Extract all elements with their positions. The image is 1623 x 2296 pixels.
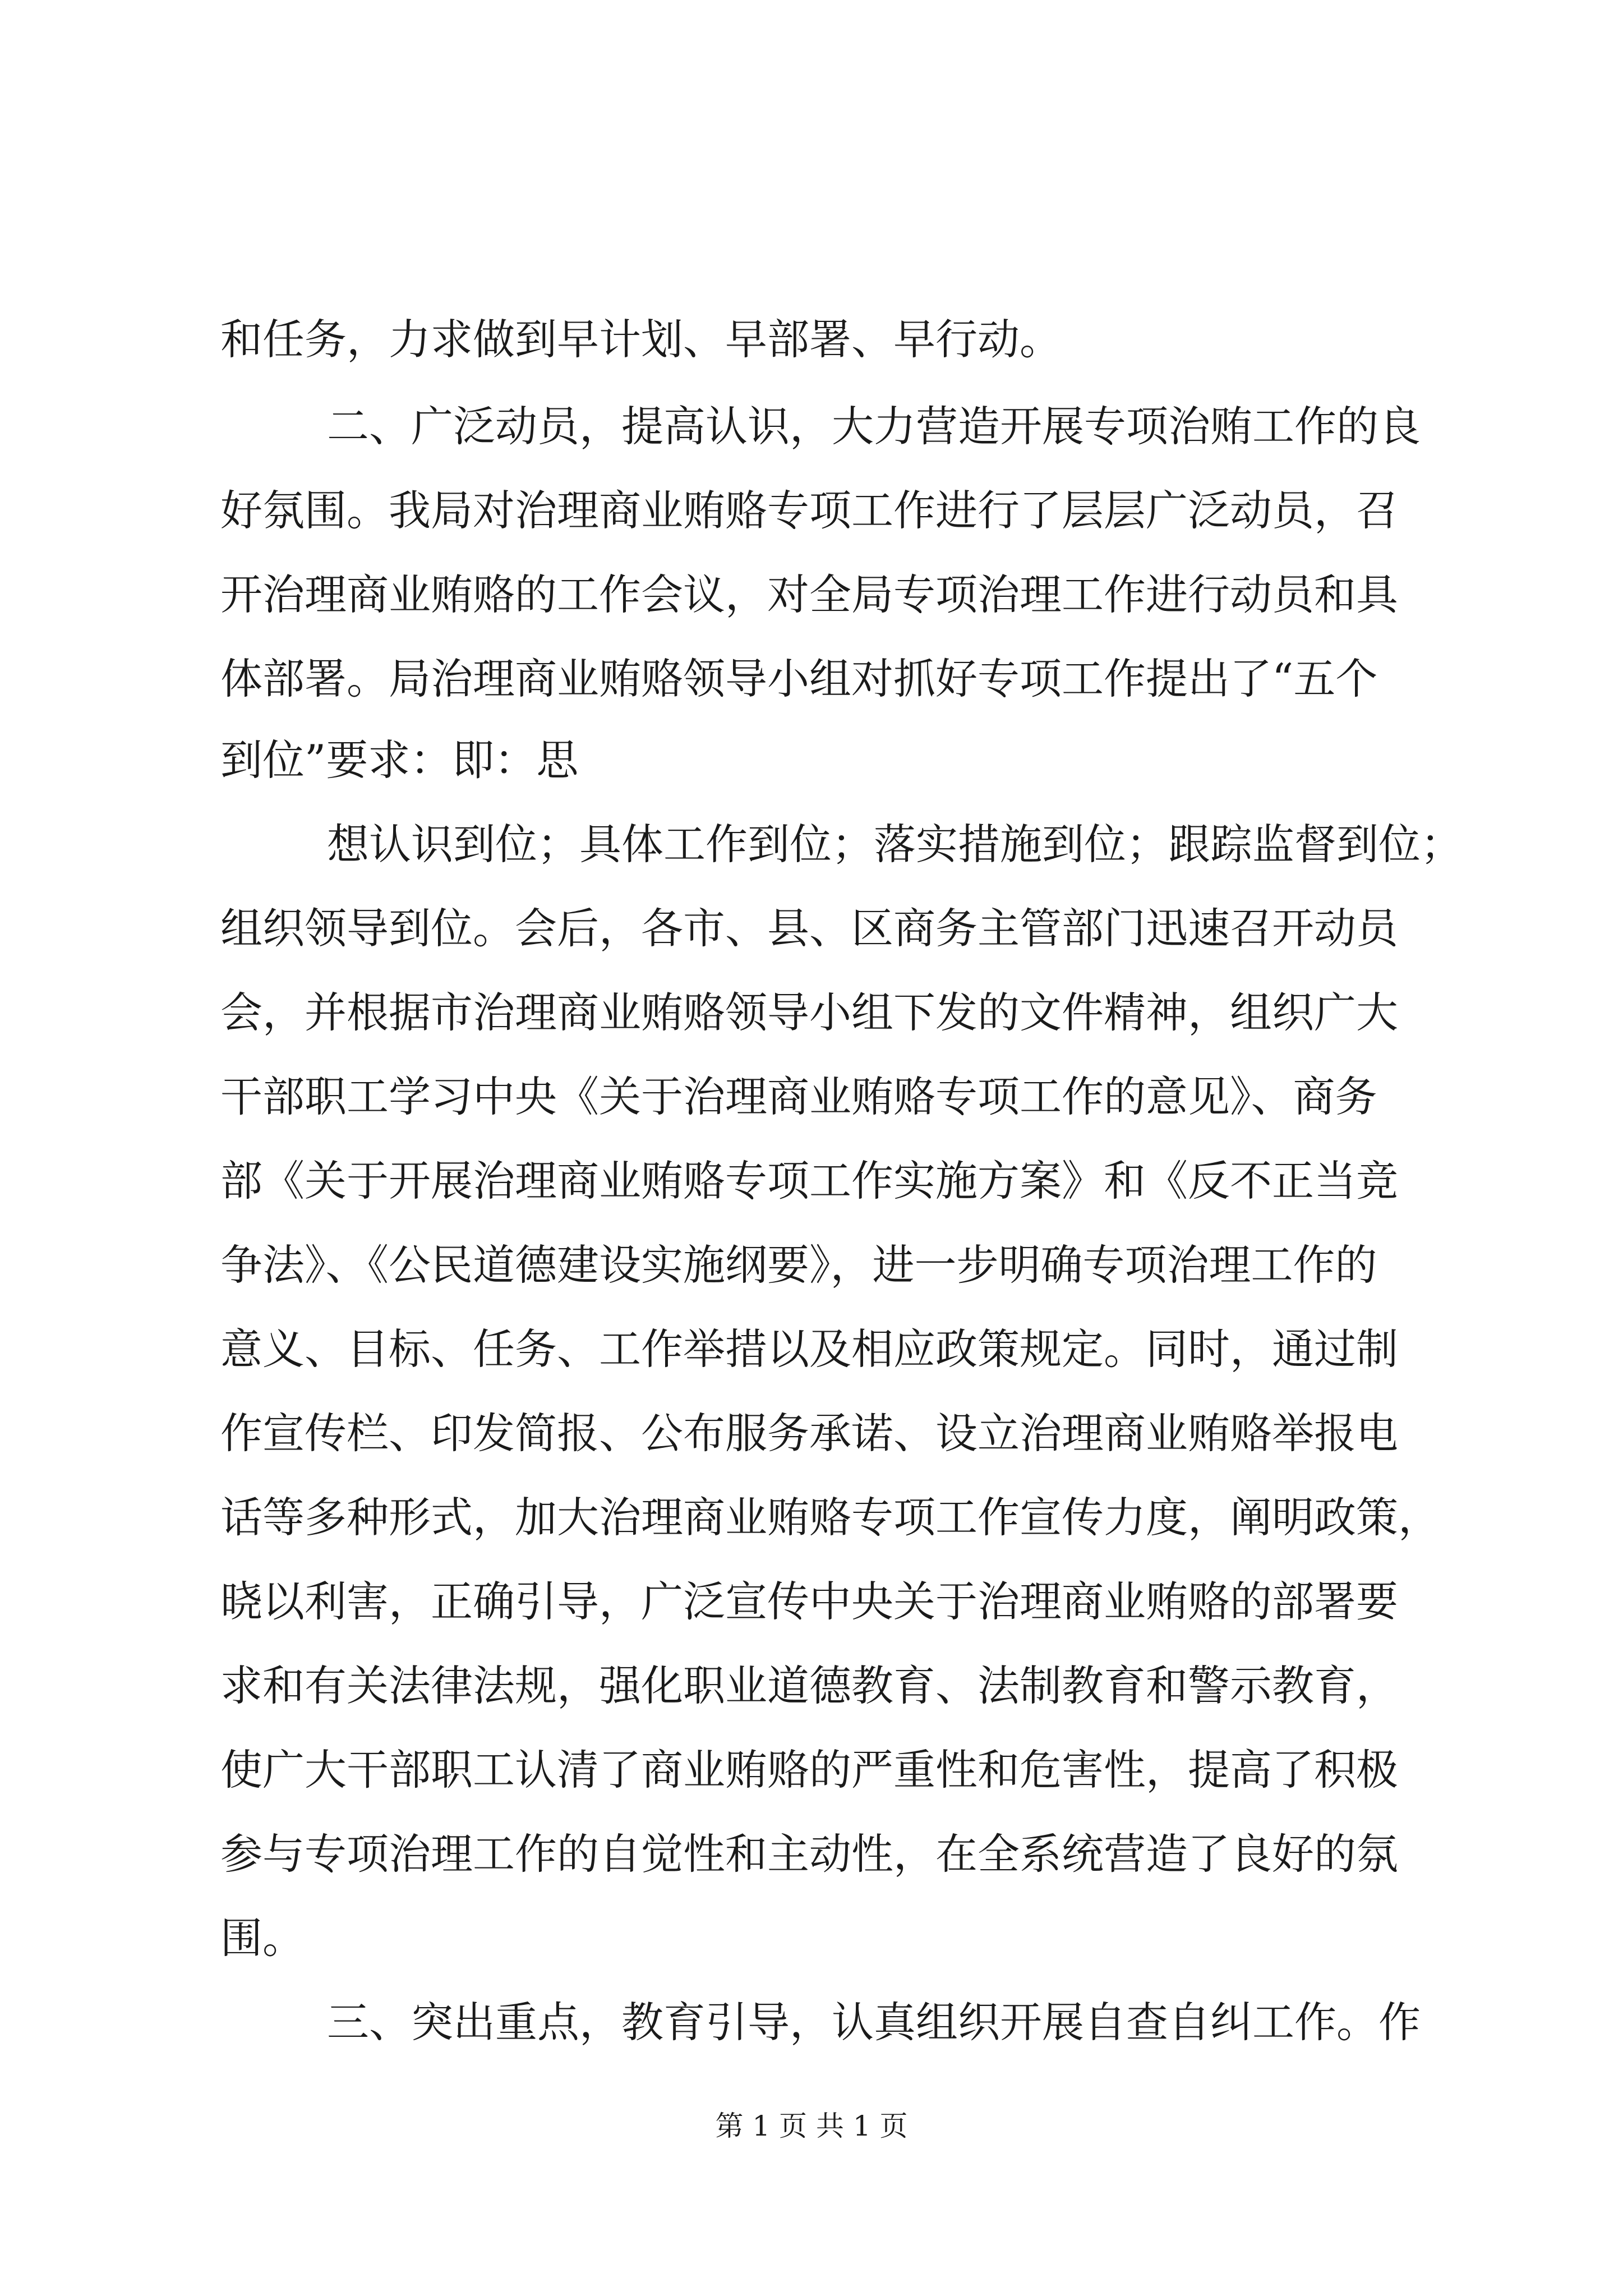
text-line: 到位”要求：即：思 — [220, 735, 579, 785]
text-line: 围。 — [220, 1913, 305, 1963]
text-line: 好氛围。我局对治理商业贿赂专项工作进行了层层广泛动员，召 — [220, 486, 1399, 535]
text-line: 部《关于开展治理商业贿赂专项工作实施方案》和《反不正当竞 — [220, 1156, 1399, 1205]
text-line: 参与专项治理工作的自觉性和主动性，在全系统营造了良好的氛 — [220, 1829, 1399, 1879]
text-line: 会，并根据市治理商业贿赂领导小组下发的文件精神，组织广大 — [220, 988, 1399, 1037]
text-line: 干部职工学习中央《关于治理商业贿赂专项工作的意见》、商务 — [220, 1072, 1377, 1121]
text-line: 体部署。局治理商业贿赂领导小组对抓好专项工作提出了“五个 — [220, 654, 1378, 703]
page-footer: 第 1 页 共 1 页 — [715, 2110, 908, 2142]
text-line: 三、突出重点，教育引导，认真组织开展自查自纠工作。作 — [327, 1998, 1421, 2047]
text-line: 想认识到位；具体工作到位；落实措施到位；跟踪监督到位； — [327, 820, 1463, 869]
text-line: 二、广泛动员，提高认识，大力营造开展专项治贿工作的良 — [327, 402, 1421, 451]
text-line: 开治理商业贿赂的工作会议，对全局专项治理工作进行动员和具 — [220, 570, 1399, 619]
text-line: 争法》、《公民道德建设实施纲要》，进一步明确专项治理工作的 — [220, 1240, 1377, 1290]
text-line: 使广大干部职工认清了商业贿赂的严重性和危害性，提高了积极 — [220, 1745, 1399, 1795]
text-line: 和任务，力求做到早计划、早部署、早行动。 — [220, 315, 1062, 364]
text-line: 意义、目标、任务、工作举措以及相应政策规定。同时，通过制 — [220, 1324, 1399, 1374]
text-line: 话等多种形式，加大治理商业贿赂专项工作宣传力度，阐明政策， — [220, 1493, 1441, 1542]
text-line: 晓以利害，正确引导，广泛宣传中央关于治理商业贿赂的部署要 — [220, 1577, 1399, 1626]
text-line: 求和有关法律法规，强化职业道德教育、法制教育和警示教育， — [220, 1661, 1399, 1710]
text-line: 作宣传栏、印发简报、公布服务承诺、设立治理商业贿赂举报电 — [220, 1409, 1399, 1458]
text-line: 组织领导到位。会后，各市、县、区商务主管部门迅速召开动员 — [220, 904, 1399, 953]
